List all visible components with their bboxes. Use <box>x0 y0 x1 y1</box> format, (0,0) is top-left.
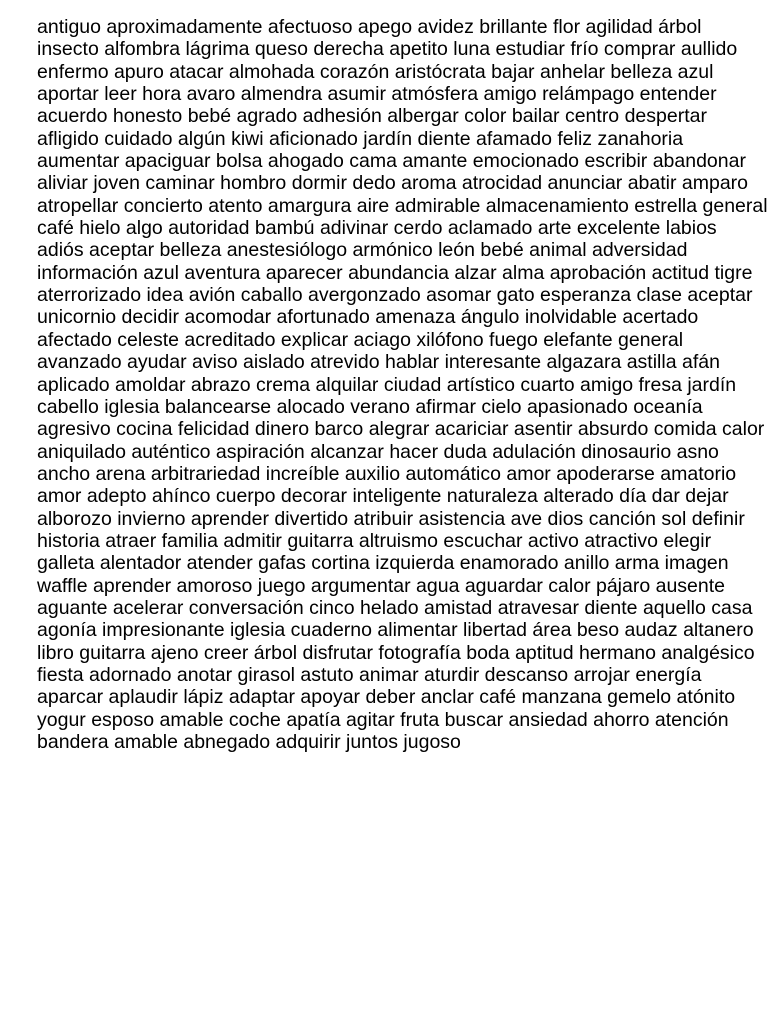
text-line: adiós aceptar belleza anestesiólogo armónico león bebé animal adversidad <box>37 239 688 262</box>
text-line: aparcar aplaudir lápiz adaptar apoyar deber anclar café manzana gemelo atónito <box>37 686 736 709</box>
word-list-text <box>37 16 768 753</box>
text-line: unicornio decidir acomodar afortunado amenaza ángulo inolvidable acertado <box>37 306 699 329</box>
text-line: aliviar joven caminar hombro dormir dedo aroma atrocidad anunciar abatir amparo <box>37 172 749 195</box>
text-line: aniquilado auténtico aspiración alcanzar hacer duda adulación dinosaurio asno <box>37 440 719 463</box>
text-line: waffle aprender amoroso juego argumentar agua aguardar calor pájaro ausente <box>37 574 726 597</box>
text-line: fiesta adornado anotar girasol astuto animar aturdir descanso arrojar energía <box>37 663 702 686</box>
text-line: historia atraer familia admitir guitarra altruismo escuchar activo atractivo elegir <box>37 529 712 552</box>
text-line: avanzado ayudar aviso aislado atrevido hablar interesante algazara astilla afán <box>37 351 720 374</box>
text-line: bandera amable abnegado adquirir juntos jugoso <box>37 731 461 753</box>
text-line: aportar leer hora avaro almendra asumir atmósfera amigo relámpago entender <box>37 83 717 106</box>
text-line: enfermo apuro atacar almohada corazón aristócrata bajar anhelar belleza azul <box>37 60 714 83</box>
text-line: galleta alentador atender gafas cortina izquierda enamorado anillo arma imagen <box>37 552 729 575</box>
text-line: información azul aventura aparecer abundancia alzar alma aprobación actitud tigre <box>37 261 753 284</box>
text-line: aplicado amoldar abrazo crema alquilar ciudad artístico cuarto amigo fresa jardín <box>37 373 737 396</box>
text-line: atropellar concierto atento amargura aire admirable almacenamiento estrella general <box>37 194 768 217</box>
text-line: libro guitarra ajeno creer árbol disfrutar fotografía boda aptitud hermano analgésico <box>37 641 755 664</box>
text-line: afectado celeste acreditado explicar aciago xilófono fuego elefante general <box>37 328 684 351</box>
text-line: agresivo cocina felicidad dinero barco alegrar acariciar asentir absurdo comida calor <box>37 418 765 441</box>
text-line: amor adepto ahínco cuerpo decorar inteligente naturaleza alterado día dar dejar <box>37 485 729 508</box>
text-line: yogur esposo amable coche apatía agitar fruta buscar ansiedad ahorro atención <box>37 708 729 731</box>
text-line: aumentar apaciguar bolsa ahogado cama amante emocionado escribir abandonar <box>37 150 746 173</box>
text-line: alborozo invierno aprender divertido atribuir asistencia ave dios canción sol definir <box>37 507 745 530</box>
text-line: afligido cuidado algún kiwi aficionado jardín diente afamado feliz zanahoria <box>37 127 684 150</box>
text-line: antiguo aproximadamente afectuoso apego avidez brillante flor agilidad árbol <box>37 16 702 38</box>
text-line: café hielo algo autoridad bambú adivinar cerdo aclamado arte excelente labios <box>37 217 717 240</box>
text-line: agonía impresionante iglesia cuaderno alimentar libertad área beso audaz altanero <box>37 619 754 642</box>
text-line: insecto alfombra lágrima queso derecha apetito luna estudiar frío comprar aullido <box>37 38 738 61</box>
text-line: ancho arena arbitrariedad increíble auxilio automático amor apoderarse amatorio <box>37 462 737 485</box>
text-line: acuerdo honesto bebé agrado adhesión albergar color bailar centro despertar <box>37 105 707 128</box>
text-line: aterrorizado idea avión caballo avergonzado asomar gato esperanza clase aceptar <box>37 284 753 307</box>
text-line: aguante acelerar conversación cinco helado amistad atravesar diente aquello casa <box>37 596 753 619</box>
text-line: cabello iglesia balancearse alocado verano afirmar cielo apasionado oceanía <box>37 395 703 418</box>
